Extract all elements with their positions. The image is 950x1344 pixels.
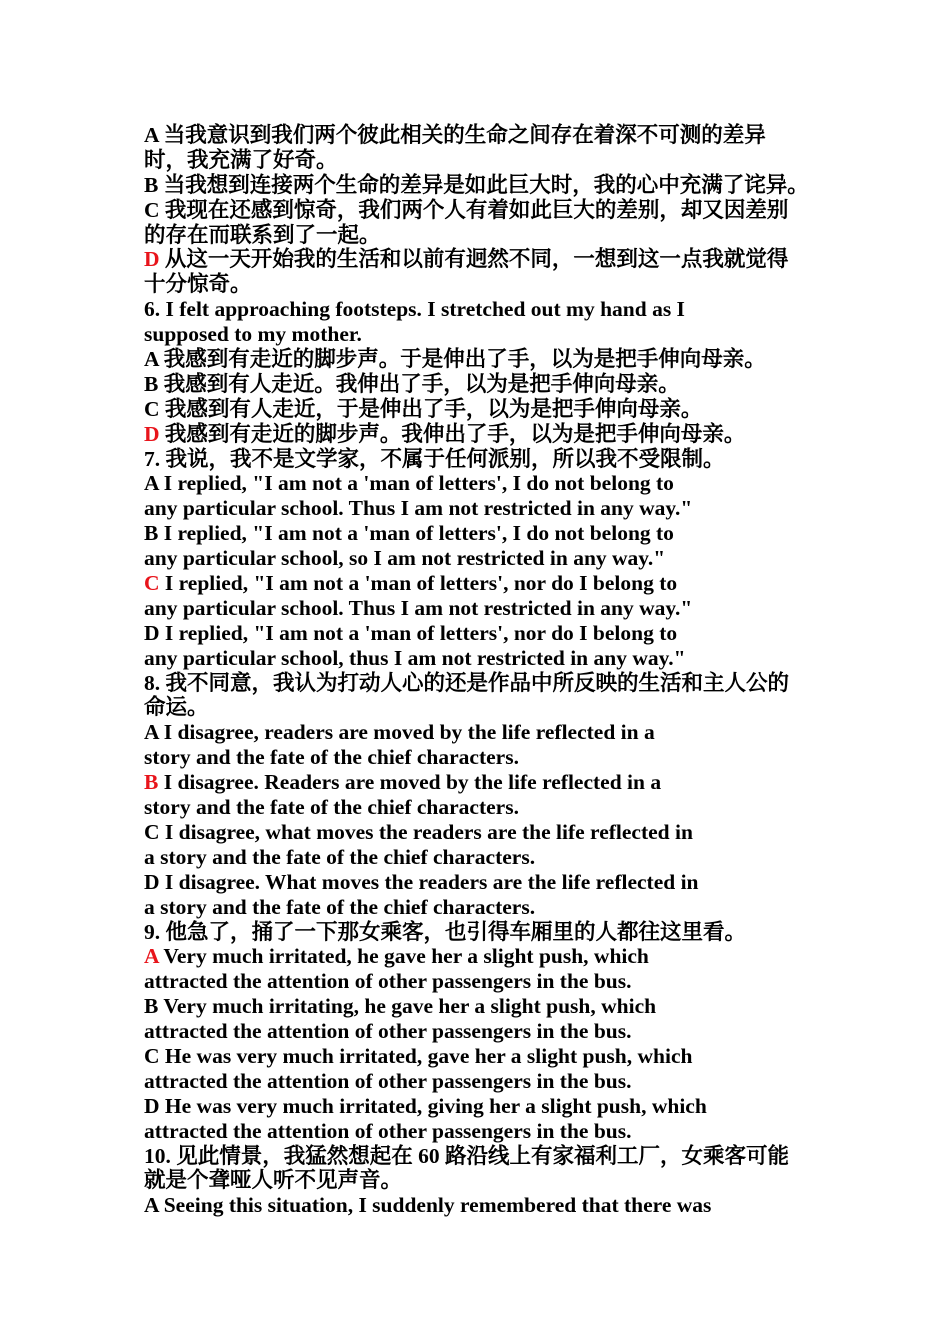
text-line: [144, 1193, 844, 1218]
line-text: attracted the attention of other passengers in the bus.: [144, 1068, 632, 1093]
text-line: [144, 795, 844, 820]
line-text: supposed to my mother.: [144, 322, 362, 347]
answer-letter: C: [144, 571, 160, 596]
text-line: [144, 247, 844, 272]
text-line: [144, 1044, 844, 1069]
line-text: 9. 他急了，捅了一下那女乘客，也引得车厢里的人都往这里看。: [144, 919, 747, 944]
text-line: [144, 820, 844, 845]
text-line: [144, 223, 844, 248]
text-line: [144, 123, 844, 148]
line-text: I disagree. Readers are moved by the life reflected in a: [158, 770, 662, 795]
text-line: [144, 1144, 844, 1169]
text-line: [144, 546, 844, 571]
text-line: [144, 148, 844, 173]
line-text: 从这一天开始我的生活和以前有迥然不同，一想到这一点我就觉得: [159, 247, 789, 272]
answer-letter: B: [144, 770, 159, 795]
line-text: story and the fate of the chief characters.: [144, 795, 519, 820]
line-text: A 当我意识到我们两个彼此相关的生命之间存在着深不可测的差异: [144, 123, 766, 147]
line-text: 8. 我不同意，我认为打动人心的还是作品中所反映的生活和主人公的: [144, 670, 790, 695]
line-text: C He was very much irritated, gave her a slight push, which: [144, 1043, 693, 1068]
text-line: [144, 322, 844, 347]
text-line: [144, 521, 844, 546]
line-text: 的存在而联系到了一起。: [144, 222, 381, 247]
line-text: C 我现在还感到惊奇，我们两个人有着如此巨大的差别，却又因差别: [144, 197, 789, 222]
line-text: C I disagree, what moves the readers are the life reflected in: [144, 819, 693, 844]
text-line: [144, 646, 844, 671]
text-line: [144, 845, 844, 870]
line-text: D He was very much irritated, giving her a slight push, which: [144, 1093, 707, 1118]
text-line: [144, 297, 844, 322]
line-text: a story and the fate of the chief characters.: [144, 894, 536, 919]
line-text: I replied, "I am not a 'man of letters', nor do I belong to: [159, 571, 678, 596]
line-text: B 当我想到连接两个生命的差异是如此巨大时，我的心中充满了诧异。: [144, 172, 809, 197]
line-text: story and the fate of the chief characters.: [144, 745, 519, 770]
line-text: B 我感到有人走近。我伸出了手，以为是把手伸向母亲。: [144, 371, 680, 396]
line-text: C 我感到有人走近，于是伸出了手，以为是把手伸向母亲。: [144, 396, 703, 421]
text-line: [144, 720, 844, 745]
line-text: any particular school, so I am not restricted in any way.": [144, 546, 666, 571]
document-body: [144, 123, 844, 1218]
line-text: attracted the attention of other passengers in the bus.: [144, 1019, 632, 1044]
line-text: A I disagree, readers are moved by the life reflected in a: [144, 720, 655, 745]
answer-letter: D: [144, 421, 160, 446]
line-text: any particular school, thus I am not restricted in any way.": [144, 645, 686, 670]
text-line: [144, 471, 844, 496]
text-line: [144, 1019, 844, 1044]
text-line: [144, 671, 844, 696]
text-line: [144, 895, 844, 920]
text-line: [144, 1069, 844, 1094]
answer-letter: A: [144, 944, 159, 969]
line-text: 6. I felt approaching footsteps. I stretched out my hand as I: [144, 297, 685, 322]
answer-letter: D: [144, 247, 160, 272]
line-text: A 我感到有走近的脚步声。于是伸出了手，以为是把手伸向母亲。: [144, 347, 766, 372]
line-text: A Seeing this situation, I suddenly remembered that there was: [144, 1193, 712, 1218]
text-line: [144, 422, 844, 447]
line-text: B Very much irritating, he gave her a slight push, which: [144, 994, 657, 1019]
line-text: A I replied, "I am not a 'man of letters', I do not belong to: [144, 471, 674, 496]
text-line: [144, 272, 844, 297]
text-line: [144, 447, 844, 472]
line-text: 我感到有走近的脚步声。我伸出了手，以为是把手伸向母亲。: [159, 421, 746, 446]
text-line: [144, 621, 844, 646]
text-line: [144, 695, 844, 720]
text-line: [144, 571, 844, 596]
text-line: [144, 994, 844, 1019]
text-line: [144, 372, 844, 397]
text-line: [144, 770, 844, 795]
line-text: any particular school. Thus I am not restricted in any way.": [144, 496, 693, 521]
line-text: B I replied, "I am not a 'man of letters', I do not belong to: [144, 521, 674, 546]
text-line: [144, 198, 844, 223]
text-line: [144, 596, 844, 621]
text-line: [144, 496, 844, 521]
line-text: 命运。: [144, 695, 209, 720]
text-line: [144, 173, 844, 198]
line-text: 就是个聋哑人听不见声音。: [144, 1168, 403, 1193]
text-line: [144, 745, 844, 770]
line-text: 十分惊奇。: [144, 272, 252, 297]
line-text: a story and the fate of the chief characters.: [144, 844, 536, 869]
line-text: D I replied, "I am not a 'man of letters', nor do I belong to: [144, 620, 678, 645]
line-text: any particular school. Thus I am not restricted in any way.": [144, 595, 693, 620]
line-text: attracted the attention of other passengers in the bus.: [144, 969, 632, 994]
line-text: 7. 我说，我不是文学家，不属于任何派别，所以我不受限制。: [144, 446, 725, 471]
line-text: 10. 见此情景，我猛然想起在 60 路沿线上有家福利工厂，女乘客可能: [144, 1143, 790, 1168]
text-line: [144, 1119, 844, 1144]
text-line: [144, 347, 844, 372]
text-line: [144, 969, 844, 994]
text-line: [144, 397, 844, 422]
text-line: [144, 870, 844, 895]
text-line: [144, 920, 844, 945]
line-text: D I disagree. What moves the readers are the life reflected in: [144, 869, 699, 894]
text-line: [144, 1094, 844, 1119]
line-text: Very much irritated, he gave her a slight push, which: [158, 944, 649, 969]
text-line: [144, 944, 844, 969]
text-line: [144, 1168, 844, 1193]
line-text: attracted the attention of other passengers in the bus.: [144, 1118, 632, 1143]
line-text: 时，我充满了好奇。: [144, 147, 338, 172]
